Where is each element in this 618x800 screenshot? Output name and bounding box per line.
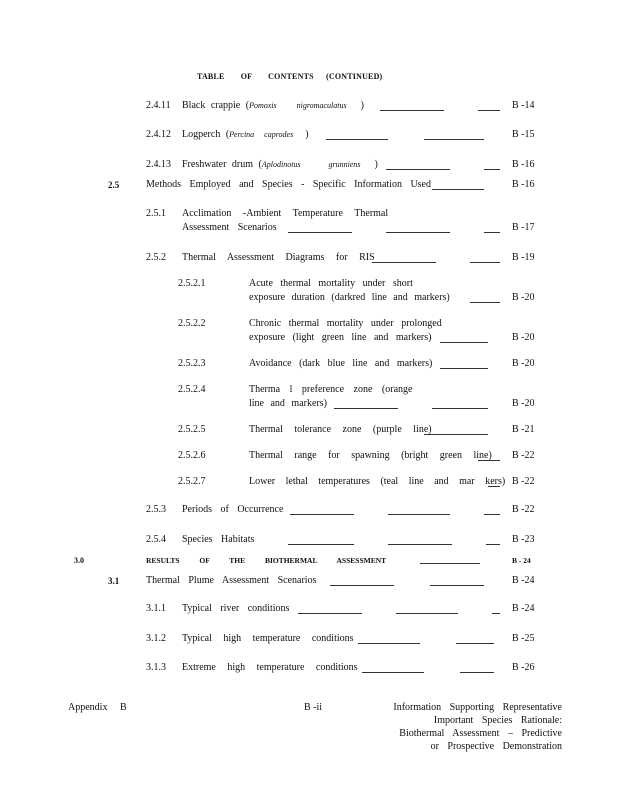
- toc-page[interactable]: B -20: [512, 292, 535, 303]
- entry-tail: ): [374, 159, 378, 170]
- toc-entry-2-5[interactable]: Methods Employed and Species - Specific Information Used: [146, 179, 431, 190]
- toc-num-2-5-2-6: 2.5.2.6: [178, 450, 206, 461]
- toc-entry-3-1[interactable]: Thermal Plume Assessment Scenarios: [146, 575, 317, 586]
- toc-entry-2-5-2-1[interactable]: Acute thermal mortality under short: [249, 278, 413, 289]
- toc-page[interactable]: B -17: [512, 222, 535, 233]
- leader-line: [424, 139, 484, 140]
- footer-page-number: B -ii: [304, 702, 323, 713]
- toc-num-2-5-2-5: 2.5.2.5: [178, 424, 206, 435]
- toc-page[interactable]: B - 24: [512, 556, 531, 565]
- toc-num-2-5-2-3: 2.5.2.3: [178, 358, 206, 369]
- toc-page[interactable]: B -22: [512, 504, 535, 515]
- toc-num-2-5-2-7: 2.5.2.7: [178, 476, 206, 487]
- toc-num-2-5-2-2: 2.5.2.2: [178, 318, 206, 329]
- leader-line: [420, 563, 480, 564]
- toc-entry-2-4-11[interactable]: [182, 99, 364, 113]
- toc-entry-2-5-2-2[interactable]: Chronic thermal mortality under prolonged: [249, 318, 442, 329]
- toc-entry-2-4-12[interactable]: [182, 128, 309, 142]
- leader-line: [430, 585, 484, 586]
- toc-page[interactable]: B -19: [512, 252, 535, 263]
- toc-num-3-1-3: 3.1.3: [146, 662, 166, 673]
- leader-line: [334, 408, 398, 409]
- toc-entry-2-5-2-1-line2[interactable]: exposure duration (darkred line and markers): [249, 292, 450, 303]
- toc-num-3-1: 3.1: [108, 576, 120, 586]
- toc-page[interactable]: B -24: [512, 603, 535, 614]
- leader-line: [488, 486, 500, 487]
- toc-page[interactable]: B -14: [512, 100, 535, 111]
- leader-line: [432, 408, 488, 409]
- leader-line: [362, 672, 424, 673]
- entry-text: Logperch (: [182, 129, 230, 140]
- toc-page[interactable]: B -21: [512, 424, 535, 435]
- leader-line: [478, 110, 500, 111]
- leader-line: [388, 514, 450, 515]
- toc-entry-2-4-13[interactable]: [182, 158, 378, 172]
- toc-entry-3-0[interactable]: RESULTS OF THE BIOTHERMAL ASSESSMENT: [146, 556, 387, 565]
- footer-appendix: Appendix B: [68, 702, 127, 713]
- footer-title-line-2: Important Species Rationale:: [433, 715, 562, 726]
- leader-line: [432, 189, 484, 190]
- leader-line: [326, 139, 388, 140]
- toc-num-2-5-3: 2.5.3: [146, 504, 166, 515]
- leader-line: [298, 613, 362, 614]
- leader-line: [386, 169, 450, 170]
- toc-entry-2-5-2[interactable]: Thermal Assessment Diagrams for RIS: [182, 252, 375, 263]
- leader-line: [358, 643, 420, 644]
- toc-num-3-1-2: 3.1.2: [146, 633, 166, 644]
- leader-line: [460, 672, 494, 673]
- leader-line: [288, 232, 352, 233]
- toc-entry-2-5-1-line2[interactable]: Assessment Scenarios: [182, 222, 277, 233]
- toc-page[interactable]: B -22: [512, 450, 535, 461]
- toc-page[interactable]: B -20: [512, 332, 535, 343]
- leader-line: [440, 342, 488, 343]
- toc-entry-3-1-2[interactable]: Typical high temperature conditions: [182, 633, 354, 644]
- leader-line: [486, 544, 500, 545]
- entry-italic: Percina caprodes: [229, 130, 294, 139]
- leader-line: [290, 514, 354, 515]
- toc-entry-2-5-2-6[interactable]: Thermal range for spawning (bright green line): [249, 450, 492, 461]
- toc-entry-2-5-2-5[interactable]: Thermal tolerance zone (purple line): [249, 424, 432, 435]
- entry-text: Black crappie (: [182, 100, 250, 111]
- toc-page[interactable]: B -15: [512, 129, 535, 140]
- toc-num-2-4-12: 2.4.12: [146, 129, 171, 140]
- toc-page[interactable]: B -24: [512, 575, 535, 586]
- leader-line: [372, 262, 436, 263]
- toc-page[interactable]: B -16: [512, 179, 535, 190]
- toc-entry-2-5-3[interactable]: Periods of Occurrence: [182, 504, 284, 515]
- entry-tail: ): [305, 129, 309, 140]
- entry-text: Freshwater drum (: [182, 159, 262, 170]
- leader-line: [470, 302, 500, 303]
- toc-num-2-4-11: 2.4.11: [146, 100, 171, 111]
- leader-line: [492, 613, 500, 614]
- toc-page[interactable]: B -20: [512, 398, 535, 409]
- toc-num-2-5-2-4: 2.5.2.4: [178, 384, 206, 395]
- footer-title-line-3: Biothermal Assessment – Predictive: [399, 728, 562, 739]
- toc-entry-2-5-1[interactable]: Acclimation -Ambient Temperature Thermal: [182, 208, 389, 219]
- entry-italic: Aplodinotus grunniens: [261, 160, 361, 169]
- leader-line: [470, 262, 500, 263]
- toc-entry-3-1-3[interactable]: Extreme high temperature conditions: [182, 662, 358, 673]
- footer-title-line-4: or Prospective Demonstration: [430, 741, 562, 752]
- toc-num-2-4-13: 2.4.13: [146, 159, 171, 170]
- leader-line: [424, 434, 488, 435]
- toc-page[interactable]: B -20: [512, 358, 535, 369]
- leader-line: [386, 232, 450, 233]
- toc-num-2-5: 2.5: [108, 180, 120, 190]
- leader-line: [388, 544, 452, 545]
- toc-num-2-5-4: 2.5.4: [146, 534, 166, 545]
- toc-title: TABLE OF CONTENTS: [197, 72, 314, 81]
- toc-page[interactable]: B -26: [512, 662, 535, 673]
- toc-entry-3-1-1[interactable]: Typical river conditions: [182, 603, 290, 614]
- toc-page[interactable]: B -22: [512, 476, 535, 487]
- leader-line: [380, 110, 444, 111]
- footer-title-line-1: Information Supporting Representative: [393, 702, 562, 713]
- leader-line: [456, 643, 494, 644]
- toc-page[interactable]: B -25: [512, 633, 535, 644]
- toc-entry-2-5-2-7[interactable]: Lower lethal temperatures (teal line and mar kers): [249, 476, 506, 487]
- toc-page[interactable]: B -16: [512, 159, 535, 170]
- leader-line: [288, 544, 354, 545]
- leader-line: [484, 169, 500, 170]
- toc-continued: (CONTINUED): [326, 72, 383, 81]
- entry-italic: Pomoxis nigromaculatus: [249, 101, 347, 110]
- toc-num-3-1-1: 3.1.1: [146, 603, 166, 614]
- leader-line: [478, 460, 500, 461]
- toc-page[interactable]: B -23: [512, 534, 535, 545]
- toc-entry-2-5-2-3[interactable]: Avoidance (dark blue line and markers): [249, 358, 433, 369]
- toc-entry-2-5-2-4-line2[interactable]: line and markers): [249, 398, 327, 409]
- leader-line: [484, 232, 500, 233]
- leader-line: [440, 368, 488, 369]
- toc-num-3-0: 3.0: [74, 556, 84, 565]
- leader-line: [396, 613, 458, 614]
- entry-tail: ): [360, 100, 364, 111]
- leader-line: [484, 514, 500, 515]
- toc-entry-2-5-2-4[interactable]: Therma l preference zone (orange: [249, 384, 413, 395]
- toc-num-2-5-1: 2.5.1: [146, 208, 166, 219]
- leader-line: [330, 585, 394, 586]
- toc-entry-2-5-2-2-line2[interactable]: exposure (light green line and markers): [249, 332, 432, 343]
- toc-num-2-5-2-1: 2.5.2.1: [178, 278, 206, 289]
- toc-num-2-5-2: 2.5.2: [146, 252, 166, 263]
- toc-entry-2-5-4[interactable]: Species Habitats: [182, 534, 255, 545]
